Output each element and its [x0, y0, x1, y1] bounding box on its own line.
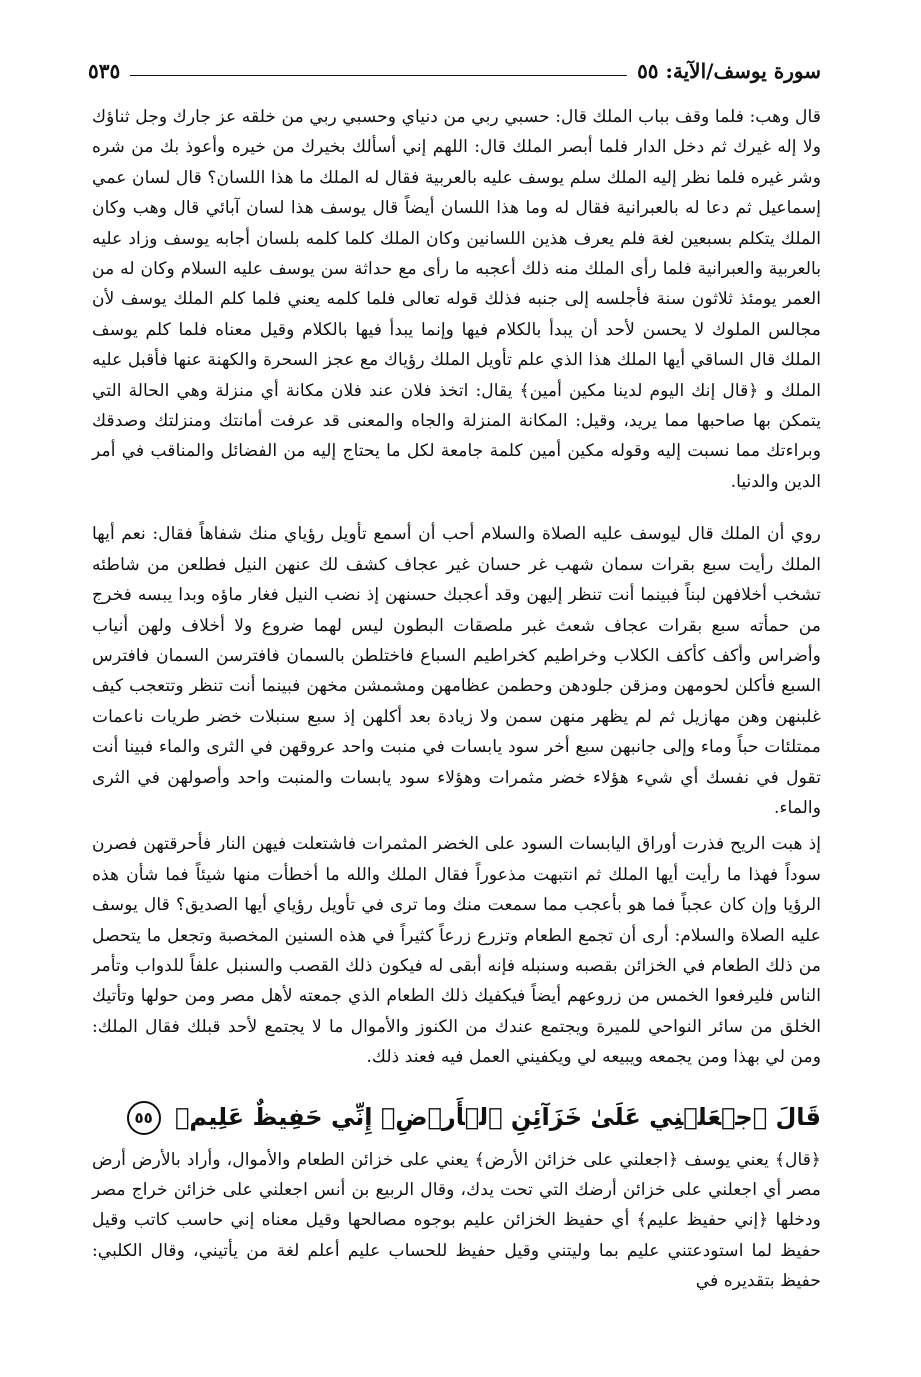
- running-title: سورة يوسف/الآية: ٥٥: [637, 59, 821, 83]
- quran-verse: [92, 1095, 821, 1139]
- page-header: [88, 56, 821, 86]
- page-number: ٥٣٥: [88, 59, 121, 83]
- body-text: [92, 102, 821, 1319]
- verse-text: قَالَ ٱجۡعَلۡنِي عَلَىٰ خَزَآئِنِ ٱلۡأَرۡضِۖ إِنِّي حَفِيظٌ عَلِيمٞ: [174, 1102, 821, 1131]
- header-rule: [130, 75, 627, 76]
- paragraph-2: روي أن الملك قال ليوسف عليه الصلاة والسلام أحب أن أسمع تأويل رؤياي منك شفاهاً فقال: نعم أيها الملك رأيت سبع بقرات سمان شهب غر حسان غير عجاف كشف لك عنهن النيل فطلعن من شاطئه تشخب أخلافهن لبناً فبينما أنت تنظر إليهن وقد أعجبك حسنهن إذ نضب النيل فغار ماؤه وبدا يبسه فخرج من حمأته سبع بقرات عجاف شعث غبر ملصقات البطون ليس لهما ضروع ولا أخلاف ولهن أنياب وأضراس وأكف كأكف الكلاب وخراطيم كخراطيم السباع فاختلطن بالسمان فافترسن السمان فافترس السبع فأكلن لحومهن ومزقن جلودهن وحطمن عظامهن ومشمشن مخهن فبينما أنت تنظر وتتعجب كيف غلبنهن وهن مهازيل ثم لم يظهر منهن سمن ولا زيادة بعد أكلهن إذ سبع سنبلات خضر طريات ناعمات ممتلئات حباً وماء وإلى جانبهن سبع أخر سود يابسات في منبت واحد عروقهن في الثرى والماء فبينا أنت تقول في نفسك أي شيء هؤلاء خضر مثمرات وهؤلاء سود يابسات والمنبت واحد وأصولهن في الثرى والماء.: [92, 524, 821, 818]
- paragraph-4: ﴿قال﴾ يعني يوسف ﴿اجعلني على خزائن الأرض﴾ يعني على خزائن الطعام والأموال، وأراد بالأرض أرض مصر أي اجعلني على خزائن أرضك التي تحت يدك، وقال الربيع بن أنس اجعلني على خزائن خراج مصر ودخلها ﴿إني حفيظ عليم﴾ أي حفيظ الخزائن عليم بوجوه مصالحها وقيل معناه إني حاسب كاتب وقيل حفيظ لما استودعتني عليم بما وليتني وقيل حفيظ للحساب عليم أعلم لغة من يأتيني، وقال الكلبي: حفيظ بتقديره في: [92, 1149, 821, 1292]
- verse-number-badge: ٥٥: [127, 1101, 161, 1135]
- paragraph-1: قال وهب: فلما وقف بباب الملك قال: حسبي ربي من دنياي وحسبي ربي من خلقه عز جارك وجل ثناؤك ولا إله غيرك ثم دخل الدار فلما أبصر الملك قال: اللهم إني أسألك بخيرك من خيره وأعوذ بك من شره وشر غيره فلما نظر إليه الملك سلم يوسف عليه بالعربية فقال له الملك ما هذا اللسان؟ قال لسان عمي إسماعيل ثم دعا له بالعبرانية فقال له وما هذا اللسان أيضاً قال يوسف هذا لسان آبائي قال وهب وكان الملك يتكلم بسبعين لغة فلم يعرف هذين اللسانين وكان الملك كلما كلمه بلسان أجابه يوسف وزاد عليه بالعربية والعبرانية فلما رأى الملك منه ذلك أعجبه ما رأى مع حداثة سن يوسف عليه السلام وكان له من العمر يومئذ ثلاثون سنة فأجلسه إلى جنبه فذلك قوله تعالى فلما كلمه يعني فلما كلم الملك يوسف لأن مجالس الملوك لا يحسن لأحد أن يبدأ بالكلام فيها وإنما يبدأ فيها بالكلام وقيل معناه فلما كلم يوسف الملك قال الساقي أيها الملك هذا الذي علم تأويل الملك رؤياك مع عجز السحرة والكهنة عنها فأقبل عليه الملك و ﴿قال إنك اليوم لدينا مكين أمين﴾ يقال: اتخذ فلان عند فلان مكانة أي منزلة وهي الحالة التي يتمكن بها صاحبها مما يريد، وقيل: المكانة المنزلة والجاه والمعنى قد عرفت أمانتك ومنزلتك وصدقك وبراءتك مما نسبت إليه وقوله مكين أمين كلمة جامعة لكل ما يحتاج إليه من الفضائل والمناقب في أمر الدين والدنيا.: [92, 107, 821, 492]
- paragraph-3: إذ هبت الريح فذرت أوراق اليابسات السود على الخضر المثمرات فاشتعلت فيهن النار فأحرقتهن فصرن سوداً فهذا ما رأيت أيها الملك ثم انتبهت مذعوراً فقال الملك والله ما أخطأت منها شيئاً فما شأن هذه الرؤيا وإن كان عجباً فما هو بأعجب مما سمعت منك وما ترى في تأويل رؤياي أيها الصديق؟ قال يوسف عليه الصلاة والسلام: أرى أن تجمع الطعام وتزرع زرعاً كثيراً في هذه السنين المخصبة وتجعل ما يتحصل من ذلك الطعام في الخزائن بقصبه وسنبله فإنه أبقى له فيكون ذلك القصب والسنبل علفاً للدواب وتأمر الناس فليرفعوا الخمس من زروعهم أيضاً فيكفيك ذلك الطعام الذي جمعته لأهل مصر ومن حولها وتأتيك الخلق من سائر النواحي للميرة ويجتمع عندك من الكنوز والأموال ما لا يجتمع لأحد قبلك فقال الملك: ومن لي بهذا ومن يجمعه ويبيعه لي ويكفيني العمل فيه فعند ذلك.: [92, 834, 821, 1068]
